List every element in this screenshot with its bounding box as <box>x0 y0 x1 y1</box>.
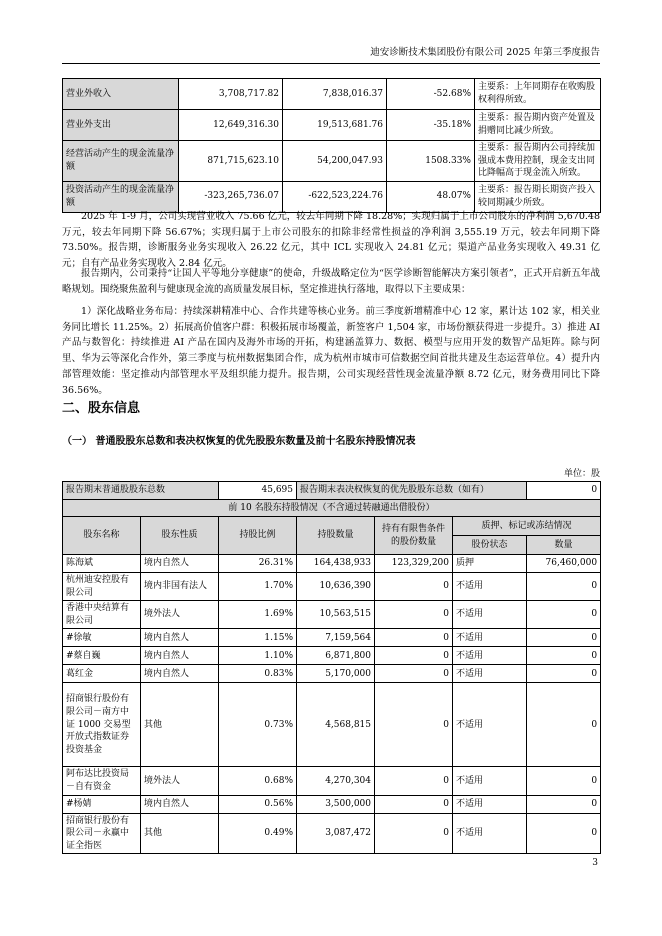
item-name: 投资活动产生的现金流量净额 <box>63 181 179 212</box>
table-row <box>63 629 601 647</box>
holder-nature: 境内自然人 <box>141 647 219 665</box>
holder-name: #杨婧 <box>63 795 141 813</box>
header-qty: 数量 <box>527 536 601 555</box>
table-row <box>63 141 601 182</box>
restricted-shares: 0 <box>375 813 453 854</box>
item-name: 营业外支出 <box>63 110 179 141</box>
current-value: 12,649,316.30 <box>179 110 283 141</box>
prior-value: 54,200,047.93 <box>283 141 387 182</box>
preferred-holders-value: 0 <box>527 482 601 500</box>
restricted-shares: 0 <box>375 795 453 813</box>
holder-name: 香港中央结算有限公司 <box>63 601 141 629</box>
holding-amount: 7,159,564 <box>297 629 375 647</box>
pledge-quantity: 0 <box>527 795 601 813</box>
item-name: 营业外收入 <box>63 79 179 110</box>
prior-value: -622,523,224.76 <box>283 181 387 212</box>
pledge-quantity: 0 <box>527 629 601 647</box>
top10-title: 前 10 名股东持股情况（不含通过转融通出借股份） <box>63 500 601 517</box>
restricted-shares: 0 <box>375 647 453 665</box>
change-reason: 主要系：报告期内资产处置及捐赠同比减少所致。 <box>475 110 601 141</box>
change-percent: -35.18% <box>387 110 475 141</box>
holder-name: 招商银行股份有限公司－永赢中证全指医 <box>63 813 141 854</box>
change-reason: 主要系：上年同期存在收购股权利得所致。 <box>475 79 601 110</box>
prior-value: 7,838,016.37 <box>283 79 387 110</box>
holder-nature: 境内自然人 <box>141 795 219 813</box>
holding-ratio: 1.10% <box>219 647 297 665</box>
restricted-shares: 0 <box>375 665 453 683</box>
holder-nature: 境外法人 <box>141 767 219 795</box>
holder-name: 葛红金 <box>63 665 141 683</box>
holder-nature: 其他 <box>141 683 219 767</box>
change-reason: 主要系：报告期长期资产投入较同期减少所致。 <box>475 181 601 212</box>
table-row <box>63 665 601 683</box>
change-percent: 1508.33% <box>387 141 475 182</box>
shareholder-table <box>62 481 601 854</box>
pledge-quantity: 0 <box>527 683 601 767</box>
table-row <box>63 683 601 767</box>
table-row <box>63 767 601 795</box>
restricted-shares: 0 <box>375 629 453 647</box>
page-number: 3 <box>592 858 598 868</box>
table-row <box>63 79 601 110</box>
holder-nature: 境内自然人 <box>141 629 219 647</box>
current-value: 3,708,717.82 <box>179 79 283 110</box>
holding-ratio: 1.69% <box>219 601 297 629</box>
table-row <box>63 110 601 141</box>
holding-amount: 4,270,304 <box>297 767 375 795</box>
holder-name: 杭州迪安控股有限公司 <box>63 573 141 601</box>
holding-amount: 4,568,815 <box>297 683 375 767</box>
pledge-quantity: 0 <box>527 647 601 665</box>
change-table <box>62 78 601 213</box>
header-amount: 持股数量 <box>297 517 375 555</box>
share-status: 不适用 <box>453 813 527 854</box>
table-row <box>63 647 601 665</box>
share-status: 不适用 <box>453 629 527 647</box>
table-row <box>63 795 601 813</box>
share-status: 不适用 <box>453 665 527 683</box>
current-value: -323,265,736.07 <box>179 181 283 212</box>
table-row <box>63 813 601 854</box>
restricted-shares: 0 <box>375 683 453 767</box>
header-ratio: 持股比例 <box>219 517 297 555</box>
change-percent: -52.68% <box>387 79 475 110</box>
holder-nature: 境内非国有法人 <box>141 573 219 601</box>
holding-amount: 164,438,933 <box>297 555 375 573</box>
holder-name: 阿布达比投资局－自有资金 <box>63 767 141 795</box>
table-row <box>63 601 601 629</box>
current-value: 871,715,623.10 <box>179 141 283 182</box>
share-status: 不适用 <box>453 573 527 601</box>
header-name: 股东名称 <box>63 517 141 555</box>
achievements-paragraph: 1）深化战略业务布局：持续深耕精准中心、合作共建等核心业务。前三季度新增精准中心 12 家，累计达 102 家，相关业务同比增长 11.25%。2）拓展高价值客户群：积极拓展市场覆盖，新签客户 1,504 家，市场份额获得进一步提升。3）推进 AI 产品与数智化：持续推进 AI 产品在国内及海外市场的开拓，构建涵盖算力、数据、模型与应用开发的数智产品矩阵。除与阿里、华为云等深化合作外，第三季度与杭州数据集团合作，成为杭州市城市可信数据空间首批共建及生态运营单位。4）提升内部管理效能：坚定推动内部管理水平及组织能力提升。报告期，公司实现经营性现金流量净额 8.72 亿元，财务费用同比下降 36.56%。 <box>62 306 600 396</box>
holding-ratio: 26.31% <box>219 555 297 573</box>
summary-paragraph: 2025 年 1-9 月，公司实现营业收入 75.66 亿元，较去年同期下降 18.28%；实现归属于上市公司股东的净利润 5,670.48 万元，较去年同期下降 56.67%；实现归属于上市公司股东的扣除非经常性损益的净利润 3,555.19 万元，较去年同期下降 73.50%。报告期，诊断服务业务实现收入 26.22 亿元，其中 ICL 实现收入 24.81 亿元；渠道产品业务实现收入 49.31 亿元；自有产品业务实现收入 2.84 亿元。 <box>62 211 600 270</box>
holding-ratio: 0.73% <box>219 683 297 767</box>
pledge-quantity: 0 <box>527 601 601 629</box>
section-title: 二、股东信息 <box>62 401 141 416</box>
total-holders-label: 报告期末普通股股东总数 <box>63 482 219 500</box>
holding-amount: 3,500,000 <box>297 795 375 813</box>
holding-amount: 6,871,800 <box>297 647 375 665</box>
restricted-shares: 0 <box>375 573 453 601</box>
change-percent: 48.07% <box>387 181 475 212</box>
share-status: 不适用 <box>453 683 527 767</box>
share-status: 质押 <box>453 555 527 573</box>
holder-nature: 境内自然人 <box>141 665 219 683</box>
holding-amount: 10,636,390 <box>297 573 375 601</box>
holder-name: 招商银行股份有限公司－南方中证 1000 交易型开放式指数证券投资基金 <box>63 683 141 767</box>
unit-label: 单位：股 <box>563 469 600 479</box>
restricted-shares: 0 <box>375 767 453 795</box>
pledge-quantity: 0 <box>527 573 601 601</box>
holding-ratio: 1.70% <box>219 573 297 601</box>
holding-ratio: 0.68% <box>219 767 297 795</box>
header-nature: 股东性质 <box>141 517 219 555</box>
holder-nature: 境内自然人 <box>141 555 219 573</box>
pledge-quantity: 0 <box>527 767 601 795</box>
holder-nature: 其他 <box>141 813 219 854</box>
share-status: 不适用 <box>453 767 527 795</box>
change-reason: 主要系：报告期内公司持续加强成本费用控制，现金支出同比降幅高于现金流入所致。 <box>475 141 601 182</box>
holder-name: #徐敏 <box>63 629 141 647</box>
share-status: 不适用 <box>453 647 527 665</box>
table-row <box>63 555 601 573</box>
holder-name: #蔡自巍 <box>63 647 141 665</box>
holding-ratio: 0.49% <box>219 813 297 854</box>
holding-amount: 3,087,472 <box>297 813 375 854</box>
share-status: 不适用 <box>453 601 527 629</box>
preferred-holders-label: 报告期末表决权恢复的优先股股东总数（如有） <box>297 482 527 500</box>
header-divider <box>62 63 600 64</box>
prior-value: 19,513,681.76 <box>283 110 387 141</box>
header-restricted: 持有有限售条件的股份数量 <box>375 517 453 555</box>
holder-name: 陈海斌 <box>63 555 141 573</box>
share-status: 不适用 <box>453 795 527 813</box>
item-name: 经营活动产生的现金流量净额 <box>63 141 179 182</box>
header-status: 股份状态 <box>453 536 527 555</box>
restricted-shares: 0 <box>375 601 453 629</box>
pledge-quantity: 0 <box>527 665 601 683</box>
holding-ratio: 0.56% <box>219 795 297 813</box>
holder-nature: 境外法人 <box>141 601 219 629</box>
subsection-title: （一） 普通股股东总数和表决权恢复的优先股股东数量及前十名股东持股情况表 <box>62 436 416 447</box>
table-row <box>63 573 601 601</box>
holding-amount: 5,170,000 <box>297 665 375 683</box>
report-header-title: 迪安诊断技术集团股份有限公司 2025 年第三季度报告 <box>370 47 600 58</box>
holding-amount: 10,563,515 <box>297 601 375 629</box>
holding-ratio: 0.83% <box>219 665 297 683</box>
pledge-quantity: 0 <box>527 813 601 854</box>
table-row <box>63 181 601 212</box>
strategy-paragraph: 报告期内，公司秉持“让国人平等地分享健康”的使命，升级战略定位为“医学诊断智能解决方案引领者”，正式开启新五年战略规划。围绕聚焦盈利与健康现金流的高质量发展目标，坚定推进执行落地，取得以下主要成果： <box>62 268 600 295</box>
header-pledge: 质押、标记或冻结情况 <box>453 517 601 536</box>
pledge-quantity: 76,460,000 <box>527 555 601 573</box>
holding-ratio: 1.15% <box>219 629 297 647</box>
total-holders-value: 45,695 <box>219 482 297 500</box>
restricted-shares: 123,329,200 <box>375 555 453 573</box>
